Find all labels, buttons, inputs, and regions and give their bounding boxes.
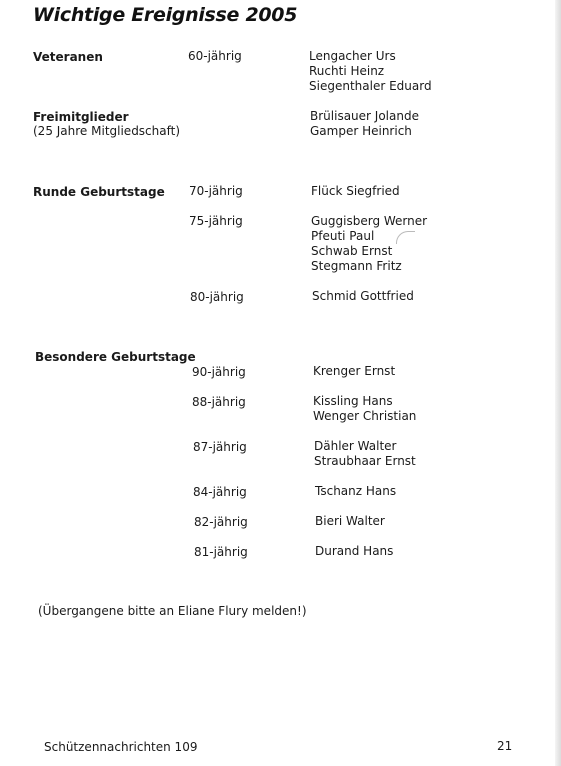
page-title: Wichtige Ereignisse 2005 xyxy=(33,4,298,26)
name-item: Brülisauer Jolande xyxy=(310,109,419,123)
age-label: 82-jährig xyxy=(194,515,248,529)
name-item: Schmid Gottfried xyxy=(312,289,414,303)
names-freimitglieder xyxy=(310,109,419,139)
name-item: Schwab Ernst xyxy=(311,244,393,258)
name-item: Gamper Heinrich xyxy=(310,124,412,138)
names-group xyxy=(313,394,416,424)
name-item: Bieri Walter xyxy=(315,514,385,528)
age-label: 88-jährig xyxy=(192,395,246,409)
category-besondere-geburtstage: Besondere Geburtstage xyxy=(35,350,196,364)
age-label: 90-jährig xyxy=(192,365,246,379)
names-group xyxy=(311,184,400,199)
note-text: (Übergangene bitte an Eliane Flury melden!) xyxy=(38,604,307,618)
names-veteranen xyxy=(309,49,432,94)
age-label: 87-jährig xyxy=(193,440,247,454)
footer-publication: Schützennachrichten 109 xyxy=(44,740,198,754)
name-item: Siegenthaler Eduard xyxy=(309,79,432,93)
name-item: Flück Siegfried xyxy=(311,184,400,198)
name-item: Dähler Walter xyxy=(314,439,397,453)
names-group xyxy=(315,544,393,559)
name-item: Krenger Ernst xyxy=(313,364,396,378)
name-item: Tschanz Hans xyxy=(315,484,397,498)
page-edge-shadow xyxy=(555,0,561,766)
names-group xyxy=(313,364,395,379)
category-label: Freimitglieder xyxy=(33,110,129,124)
category-runde-geburtstage: Runde Geburtstage xyxy=(33,185,165,199)
name-item: Pfeuti Paul xyxy=(311,229,375,243)
names-group xyxy=(314,439,416,469)
age-label: 70-jährig xyxy=(189,184,243,198)
category-veteranen: Veteranen xyxy=(33,50,103,64)
name-item: Lengacher Urs xyxy=(309,49,396,63)
age-label: 80-jährig xyxy=(190,290,244,304)
category-freimitglieder xyxy=(33,110,180,138)
page-number: 21 xyxy=(497,739,513,753)
names-group xyxy=(311,214,427,274)
name-item: Wenger Christian xyxy=(313,409,417,423)
name-item: Guggisberg Werner xyxy=(311,214,428,228)
name-item: Ruchti Heinz xyxy=(309,64,385,78)
name-item: Stegmann Fritz xyxy=(311,259,402,273)
age-veteranen: 60-jährig xyxy=(188,49,242,63)
category-sublabel: (25 Jahre Mitgliedschaft) xyxy=(33,124,181,138)
names-group xyxy=(315,514,385,529)
name-item: Kissling Hans xyxy=(313,394,393,408)
names-group xyxy=(312,289,414,304)
name-item: Durand Hans xyxy=(315,544,394,558)
age-label: 81-jährig xyxy=(194,545,248,559)
age-label: 84-jährig xyxy=(193,485,247,499)
age-label: 75-jährig xyxy=(189,214,243,228)
name-item: Straubhaar Ernst xyxy=(314,454,416,468)
names-group xyxy=(315,484,396,499)
